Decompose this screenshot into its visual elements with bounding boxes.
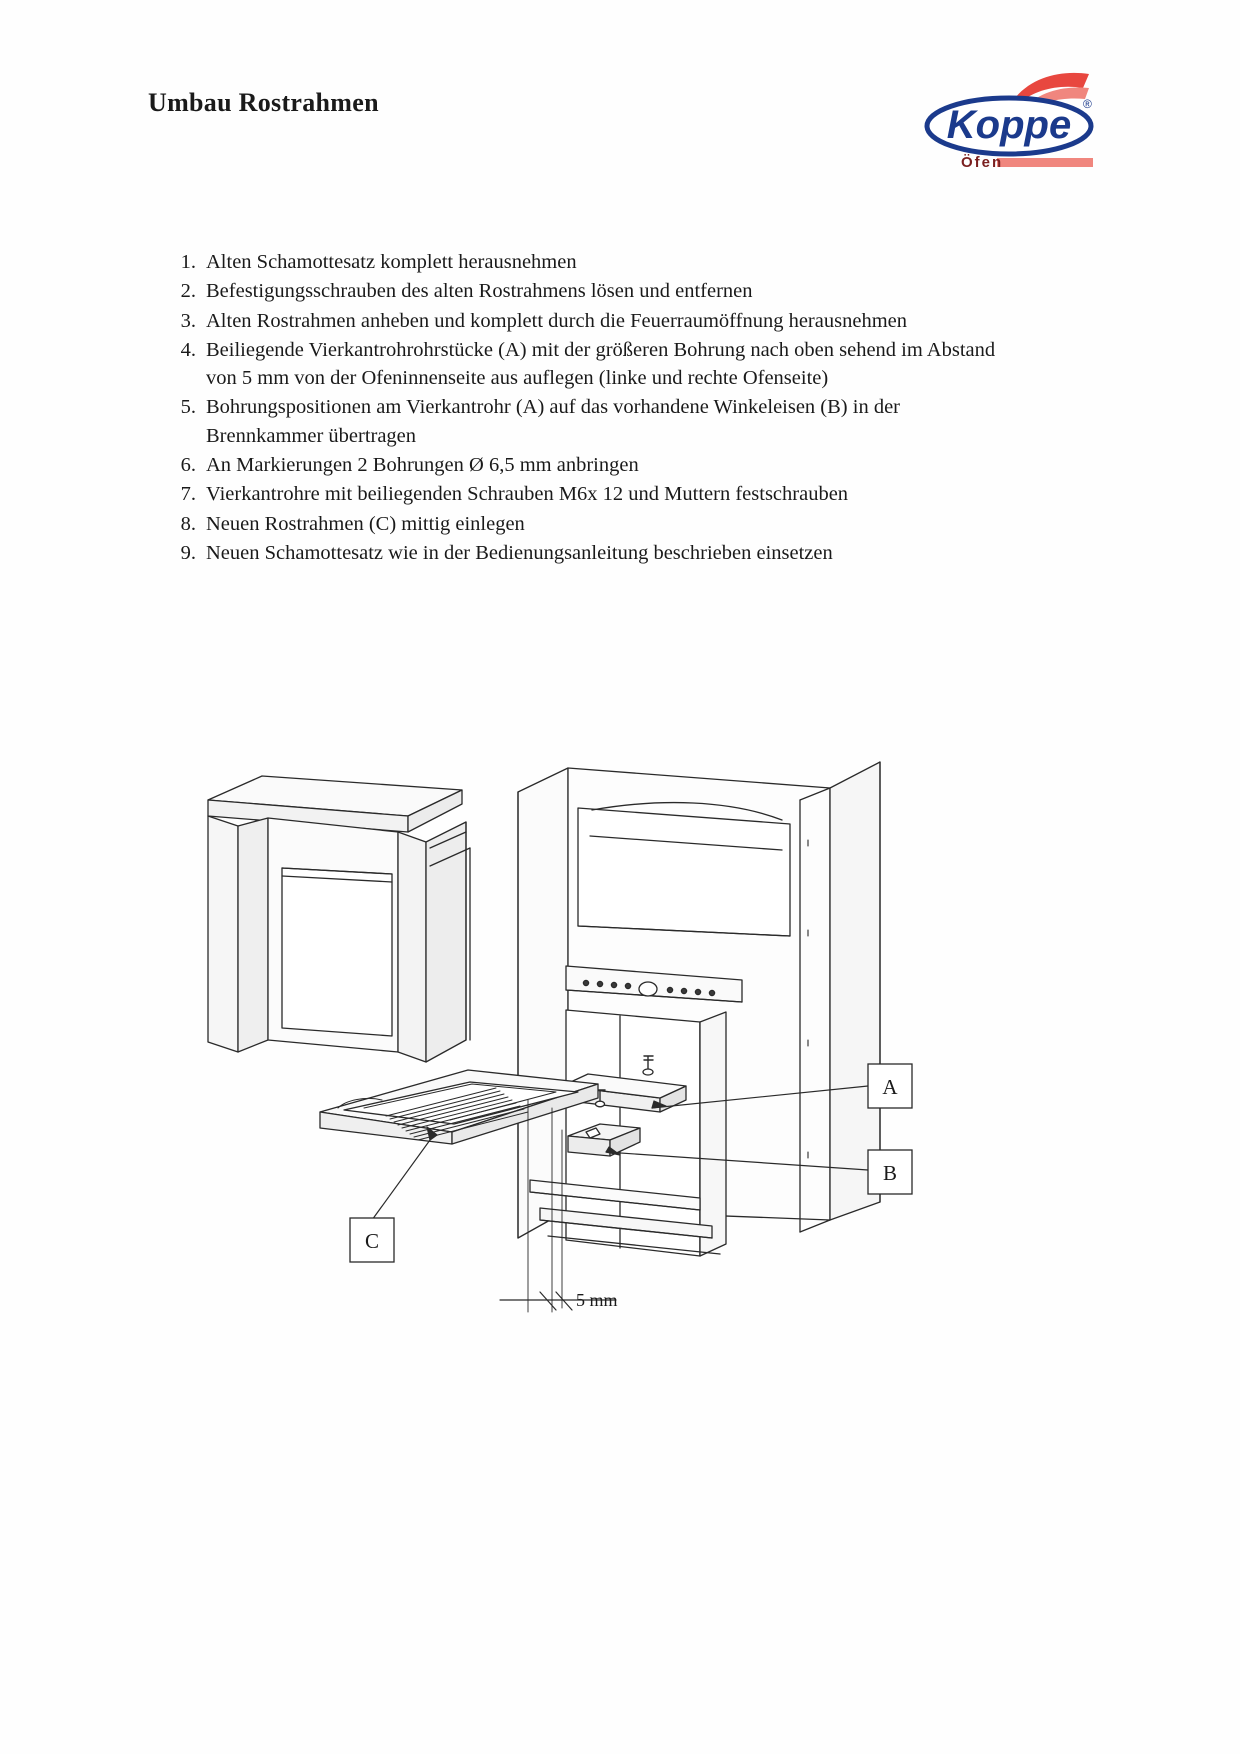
- list-item-text: Beiliegende Vierkantrohrohrstücke (A) mit der größeren Bohrung nach oben sehend im Abstand von 5 mm von der Ofeninnenseite aus auflegen (linke und rechte Ofenseite): [206, 338, 996, 390]
- list-item-text: Neuen Rostrahmen (C) mittig einlegen: [206, 512, 525, 535]
- list-item: [172, 277, 1002, 305]
- list-item-number: 6.: [180, 453, 196, 476]
- callout-label-b: B: [882, 1161, 898, 1185]
- callout-label-c: C: [364, 1229, 380, 1253]
- logo-registered-mark: ®: [1083, 97, 1092, 111]
- list-item-text: Befestigungsschrauben des alten Rostrahmens lösen und entfernen: [206, 280, 753, 303]
- callout-box-b: [868, 1150, 912, 1194]
- list-item: [172, 539, 1002, 567]
- assembly-drawing: [0, 740, 1240, 1360]
- list-item: [172, 393, 1002, 450]
- callout-box-c: [350, 1218, 394, 1262]
- list-item-number: 3.: [180, 309, 196, 332]
- callout-label-a: A: [882, 1075, 898, 1099]
- list-item: [172, 336, 1002, 393]
- list-item-number: 5.: [180, 396, 196, 419]
- list-item-text: Neuen Schamottesatz wie in der Bedienungsanleitung beschrieben einsetzen: [206, 541, 833, 564]
- list-item-text: An Markierungen 2 Bohrungen Ø 6,5 mm anbringen: [206, 453, 639, 476]
- list-item-number: 7.: [180, 483, 196, 506]
- list-item-number: 2.: [180, 280, 196, 303]
- list-item-number: 1.: [180, 251, 196, 273]
- koppe-logo: [923, 68, 1095, 178]
- page-title: Umbau Rostrahmen: [148, 88, 379, 117]
- callout-box-a: [868, 1064, 912, 1108]
- list-item-text: Vierkantrohre mit beiliegenden Schrauben M6x 12 und Muttern festschrauben: [206, 483, 849, 506]
- list-item: [172, 248, 1002, 276]
- old-firebox-assembly: [208, 776, 470, 1062]
- logo-brand-text: Koppe: [946, 103, 1072, 147]
- list-item: [172, 510, 1002, 538]
- dimension-label: 5 mm: [576, 1290, 618, 1310]
- logo-subtitle-text: Öfen: [961, 154, 1004, 171]
- stove-exploded-view: [0, 740, 1240, 1360]
- list-item-number: 8.: [180, 512, 196, 535]
- list-item-number: 4.: [180, 338, 196, 361]
- stove-body: [518, 762, 880, 1256]
- leader-line-c: [372, 1140, 430, 1220]
- list-item-text: Alten Rostrahmen anheben und komplett durch die Feuerraumöffnung herausnehmen: [206, 309, 907, 332]
- list-item: [172, 307, 1002, 335]
- document-header: [0, 88, 1240, 198]
- list-item-number: 9.: [180, 541, 196, 564]
- list-item-text: Bohrungspositionen am Vierkantrohr (A) auf das vorhandene Winkeleisen (B) in der Brennkammer übertragen: [206, 396, 901, 447]
- instruction-list: [172, 248, 1002, 568]
- list-item: [172, 451, 1002, 479]
- list-item-text: Alten Schamottesatz komplett herausnehmen: [206, 251, 577, 273]
- list-item: [172, 480, 1002, 508]
